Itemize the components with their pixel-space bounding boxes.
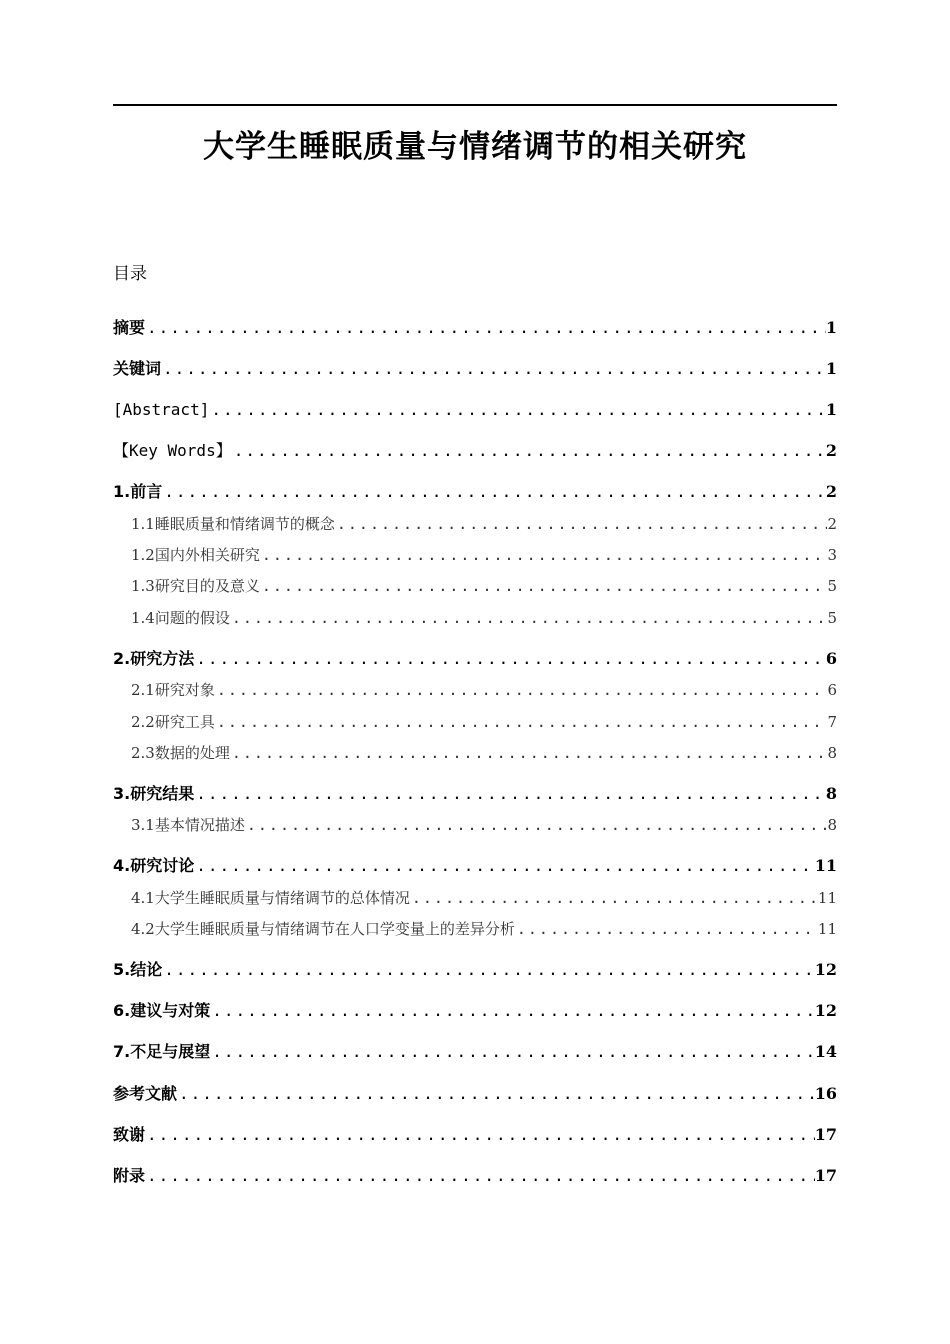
toc-entry-section-1-3[interactable] <box>113 575 837 597</box>
toc-leader-dots <box>230 742 828 764</box>
toc-entry-keywords-cn[interactable] <box>113 357 837 381</box>
toc-entry-page: 17 <box>814 1166 837 1185</box>
toc-entry-label: 5.结论 <box>113 960 163 979</box>
toc-entry-label: 7.不足与展望 <box>113 1042 211 1061</box>
toc-entry-page: 12 <box>814 960 837 979</box>
toc-entry-label: [Abstract] <box>113 400 210 419</box>
toc-entry-page: 11 <box>817 889 837 907</box>
toc-entry-label: 1.1睡眠质量和情绪调节的概念 <box>131 515 335 533</box>
toc-entry-keywords-en[interactable] <box>113 439 837 463</box>
toc-entry-label: 2.2研究工具 <box>131 713 215 731</box>
toc-entry-abstract-cn[interactable] <box>113 316 837 340</box>
toc-entry-abstract-en[interactable] <box>113 398 837 422</box>
toc-leader-dots <box>161 357 826 381</box>
toc-entry-page: 3 <box>827 546 837 564</box>
toc-entry-section-3-1[interactable] <box>113 814 837 836</box>
toc-leader-dots <box>210 1040 815 1064</box>
toc-entry-page: 2 <box>827 515 837 533</box>
toc-entry-label: 1.3研究目的及意义 <box>131 577 260 595</box>
toc-entry-page: 12 <box>814 1001 837 1020</box>
toc-entry-label: 2.研究方法 <box>113 649 195 668</box>
toc-leader-dots <box>194 782 826 806</box>
toc-entry-section-2[interactable] <box>113 647 837 671</box>
toc-leader-dots <box>210 999 815 1023</box>
toc-entry-label: 附录 <box>113 1166 146 1185</box>
toc-entry-appendix[interactable] <box>113 1164 837 1188</box>
toc-entry-label: 【Key Words】 <box>113 441 232 460</box>
toc-leader-dots <box>245 814 828 836</box>
toc-leader-dots <box>162 958 815 982</box>
toc-entry-page: 1 <box>825 400 837 419</box>
toc-entry-section-1-4[interactable] <box>113 607 837 629</box>
toc-entry-page: 8 <box>825 784 837 803</box>
toc-entry-label: 3.1基本情况描述 <box>131 816 245 834</box>
toc-leader-dots <box>260 575 828 597</box>
toc-entry-label: 2.3数据的处理 <box>131 744 230 762</box>
toc-entry-page: 14 <box>814 1042 837 1061</box>
toc-leader-dots <box>145 1164 815 1188</box>
toc-leader-dots <box>209 398 826 422</box>
table-of-contents <box>113 0 837 1344</box>
toc-entry-label: 4.1大学生睡眠质量与情绪调节的总体情况 <box>131 889 410 907</box>
toc-entry-label: 参考文献 <box>113 1084 178 1103</box>
document-title: 大学生睡眠质量与情绪调节的相关研究 <box>203 129 747 165</box>
toc-entry-page: 16 <box>814 1084 837 1103</box>
toc-entry-label: 4.研究讨论 <box>113 856 195 875</box>
toc-entry-page: 1 <box>825 318 837 337</box>
toc-entry-page: 5 <box>827 577 837 595</box>
toc-entry-page: 11 <box>817 920 837 938</box>
toc-entry-page: 1 <box>825 359 837 378</box>
toc-entry-section-7[interactable] <box>113 1040 837 1064</box>
toc-leader-dots <box>515 918 818 940</box>
toc-entry-section-1-1[interactable] <box>113 513 837 535</box>
toc-leader-dots <box>215 711 828 733</box>
toc-entry-page: 6 <box>825 649 837 668</box>
toc-entry-page: 11 <box>814 856 837 875</box>
toc-entry-section-4-2[interactable] <box>113 918 837 940</box>
toc-entry-label: 致谢 <box>113 1125 146 1144</box>
toc-entry-section-1[interactable] <box>113 480 837 504</box>
toc-entry-label: 1.4问题的假设 <box>131 609 230 627</box>
toc-leader-dots <box>194 854 815 878</box>
toc-entry-page: 8 <box>827 816 837 834</box>
toc-entry-label: 3.研究结果 <box>113 784 195 803</box>
toc-entry-label: 2.1研究对象 <box>131 681 215 699</box>
toc-entry-section-1-2[interactable] <box>113 544 837 566</box>
toc-leader-dots <box>145 1123 815 1147</box>
toc-entry-label: 1.2国内外相关研究 <box>131 546 260 564</box>
toc-leader-dots <box>232 439 826 463</box>
toc-entry-label: 关键词 <box>113 359 162 378</box>
toc-leader-dots <box>177 1082 815 1106</box>
toc-entry-label: 摘要 <box>113 318 146 337</box>
toc-entry-section-5[interactable] <box>113 958 837 982</box>
toc-entry-section-2-3[interactable] <box>113 742 837 764</box>
toc-entry-section-6[interactable] <box>113 999 837 1023</box>
toc-leader-dots <box>260 544 828 566</box>
toc-entry-section-2-1[interactable] <box>113 679 837 701</box>
toc-entry-page: 5 <box>827 609 837 627</box>
toc-leader-dots <box>194 647 826 671</box>
toc-entry-label: 1.前言 <box>113 482 163 501</box>
toc-leader-dots <box>145 316 826 340</box>
toc-leader-dots <box>335 513 828 535</box>
toc-entry-section-2-2[interactable] <box>113 711 837 733</box>
toc-entry-page: 17 <box>814 1125 837 1144</box>
toc-entry-references[interactable] <box>113 1082 837 1106</box>
toc-entry-page: 2 <box>825 482 837 501</box>
toc-heading: 目录 <box>113 264 147 284</box>
toc-leader-dots <box>162 480 826 504</box>
toc-leader-dots <box>215 679 828 701</box>
toc-entry-section-4-1[interactable] <box>113 887 837 909</box>
toc-entry-section-4[interactable] <box>113 854 837 878</box>
toc-entry-label: 6.建议与对策 <box>113 1001 211 1020</box>
toc-entry-acknowledgements[interactable] <box>113 1123 837 1147</box>
toc-entry-page: 6 <box>827 681 837 699</box>
toc-entry-section-3[interactable] <box>113 782 837 806</box>
toc-leader-dots <box>410 887 818 909</box>
toc-entry-page: 8 <box>827 744 837 762</box>
toc-entry-page: 7 <box>827 713 837 731</box>
toc-leader-dots <box>230 607 828 629</box>
toc-entry-label: 4.2大学生睡眠质量与情绪调节在人口学变量上的差异分析 <box>131 920 515 938</box>
toc-entry-page: 2 <box>825 441 837 460</box>
